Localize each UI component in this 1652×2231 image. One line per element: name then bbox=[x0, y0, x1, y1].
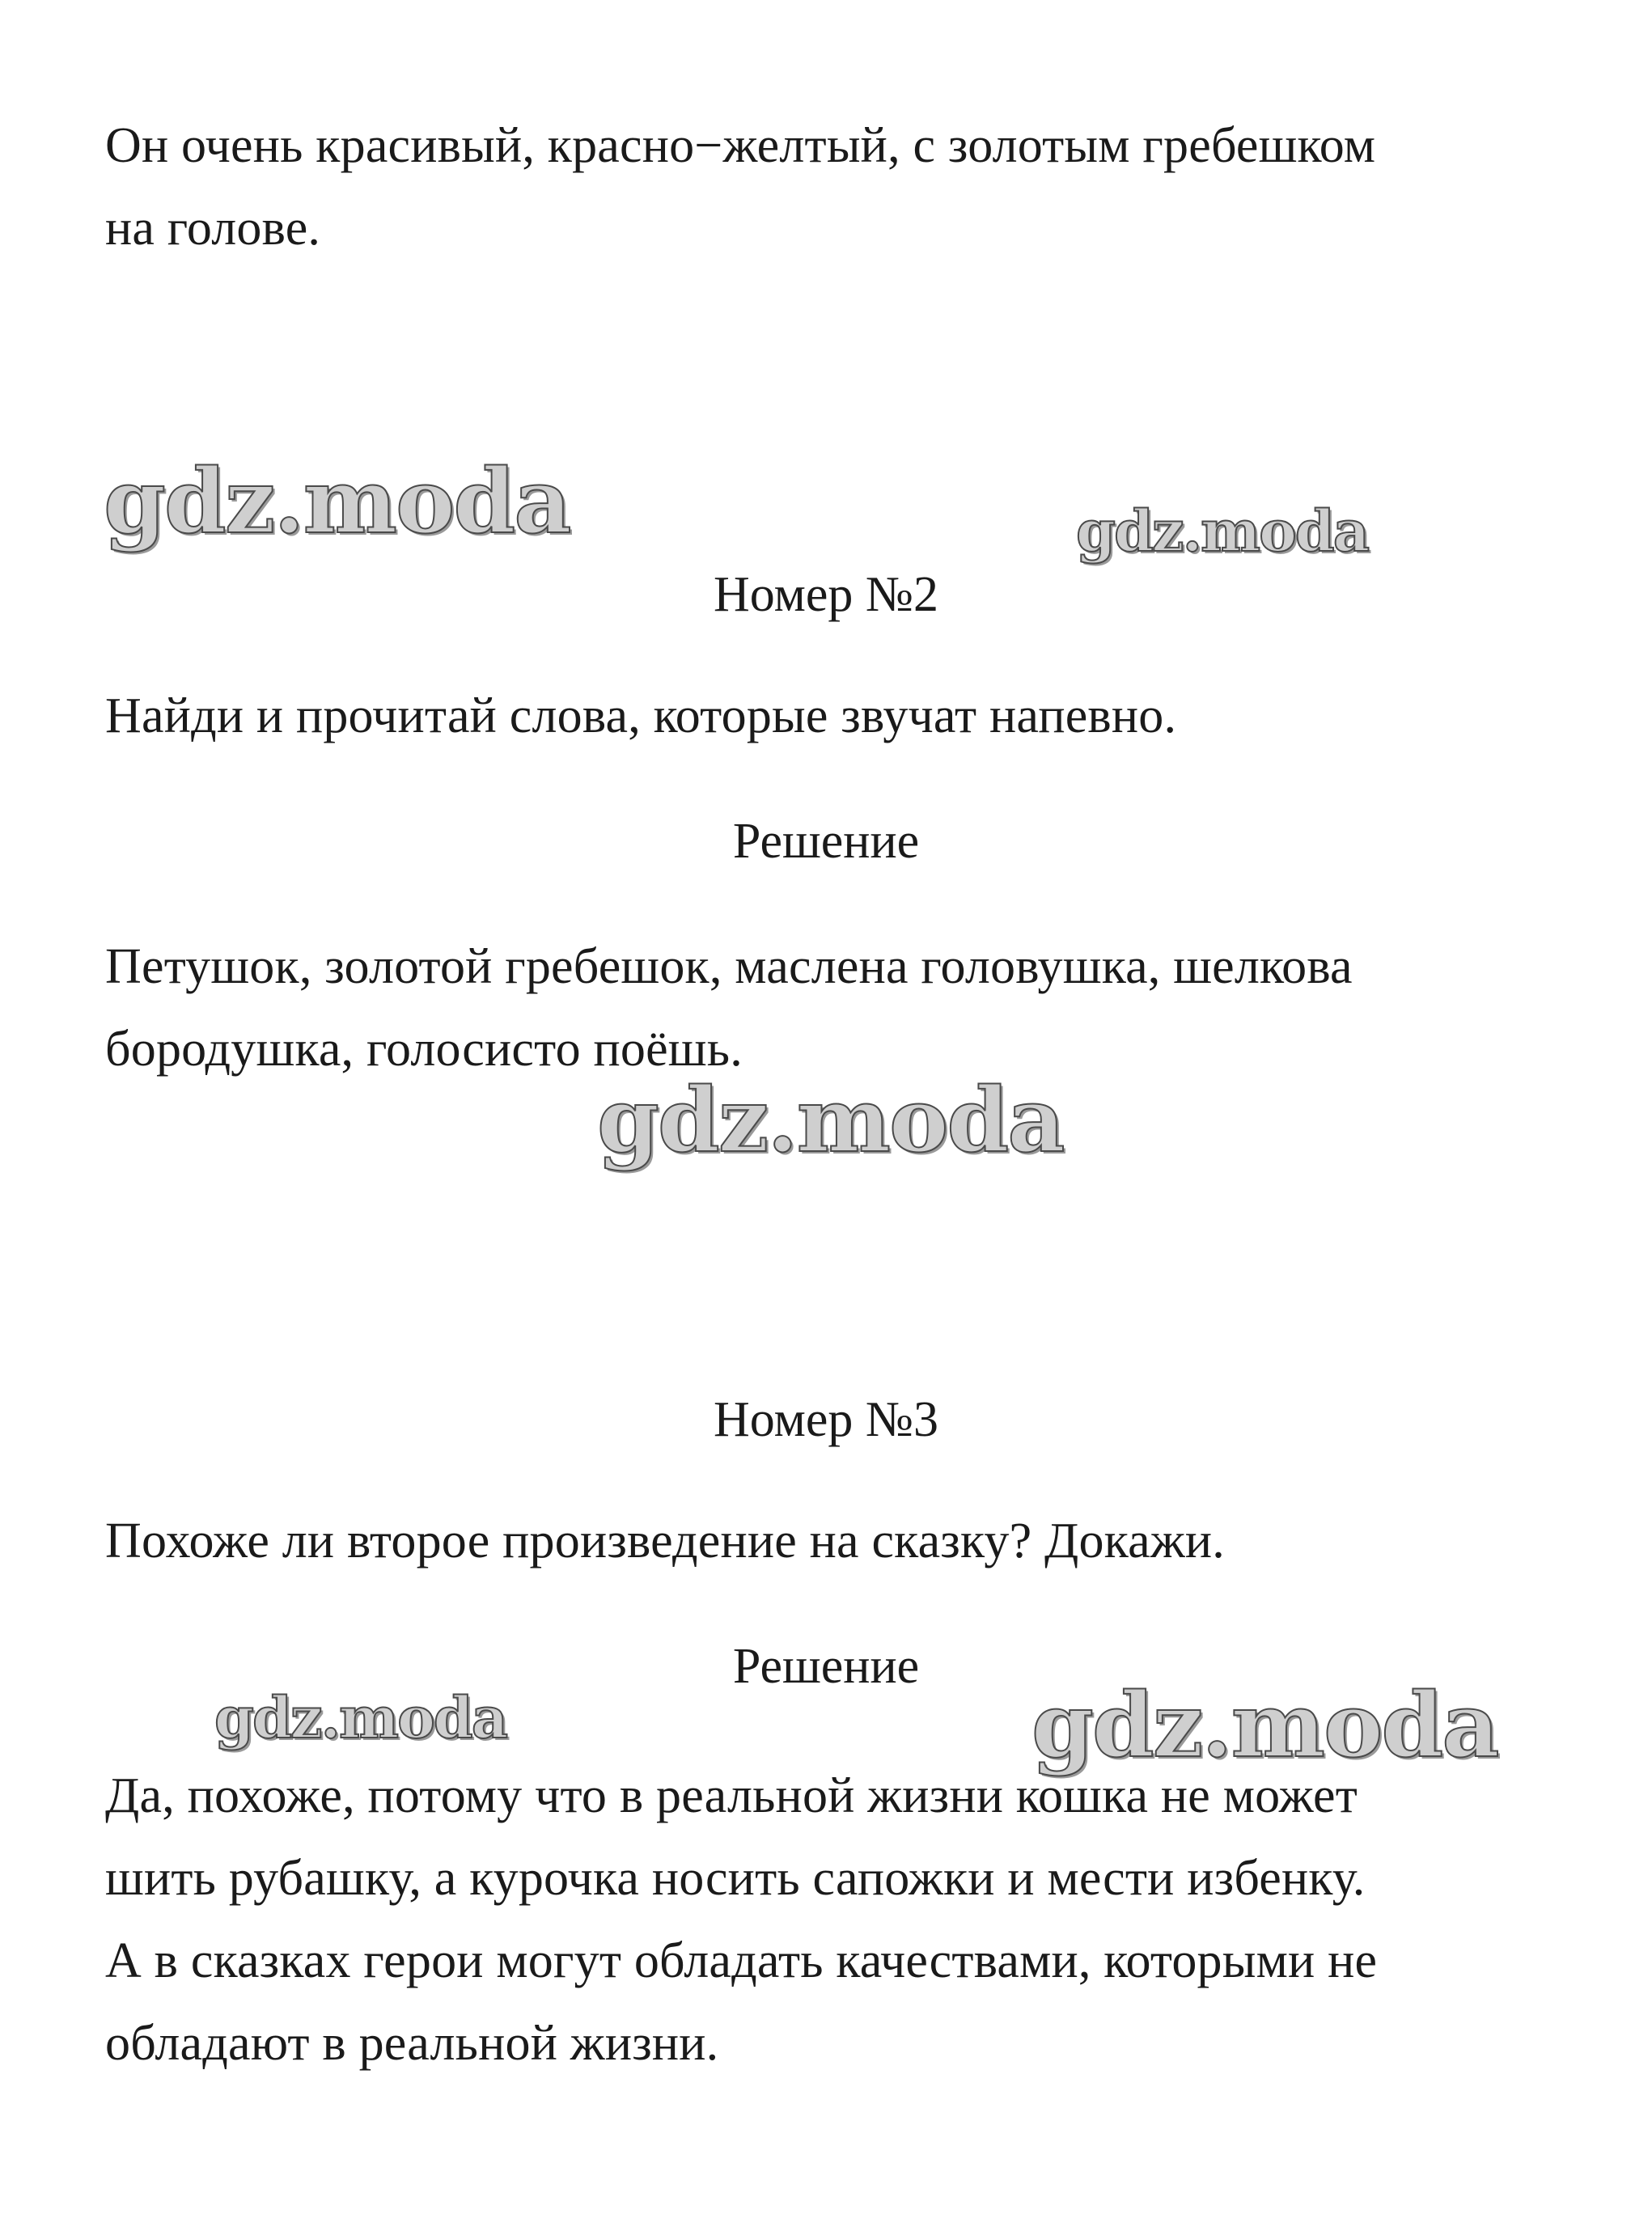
watermark-1: gdz.moda bbox=[104, 449, 570, 553]
task-2-solution-title: Решение bbox=[732, 814, 920, 869]
task-3-answer-line: А в сказках герои могут обладать качествами, которыми не bbox=[105, 1933, 1378, 1988]
watermark-5: gdz.moda bbox=[1031, 1673, 1498, 1777]
task-3-answer-line: Да, похоже, потому что в реальной жизни кошка не может bbox=[105, 1768, 1358, 1823]
watermark-2: gdz.moda bbox=[1076, 497, 1369, 565]
paragraph-line: Он очень красивый, красно−желтый, с золотым гребешком bbox=[105, 118, 1376, 173]
paragraph-line: на голове. bbox=[105, 201, 321, 256]
task-2-answer-line: Петушок, золотой гребешок, маслена головушка, шелкова bbox=[105, 939, 1353, 994]
task-2-title: Номер №2 bbox=[713, 567, 938, 622]
task-2-answer-line: бородушка, голосисто поёшь. bbox=[105, 1022, 743, 1077]
task-3-answer-line: обладают в реальной жизни. bbox=[105, 2016, 719, 2071]
watermark-3: gdz.moda bbox=[597, 1068, 1064, 1172]
task-3-solution-title: Решение bbox=[732, 1639, 920, 1694]
task-3-title: Номер №3 bbox=[713, 1392, 938, 1447]
task-2-question: Найди и прочитай слова, которые звучат напевно. bbox=[105, 688, 1177, 743]
task-3-question: Похоже ли второе произведение на сказку? Докажи. bbox=[105, 1513, 1225, 1568]
watermark-4: gdz.moda bbox=[214, 1684, 507, 1751]
task-3-answer-line: шить рубашку, а курочка носить сапожки и мести избенку. bbox=[105, 1851, 1366, 1906]
